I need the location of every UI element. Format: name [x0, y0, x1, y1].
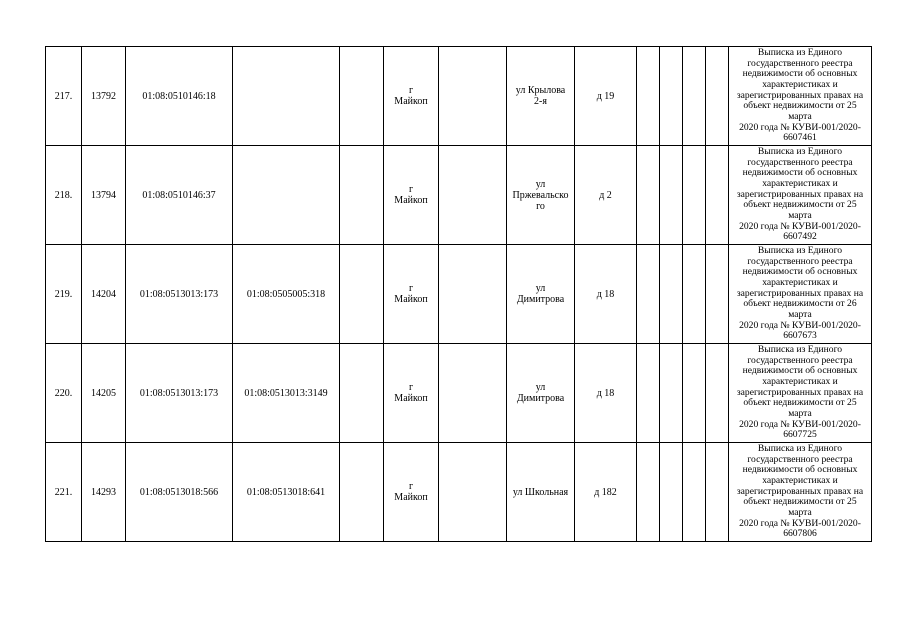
- locality-line: г: [408, 382, 414, 393]
- object-id-cell: 13794: [82, 146, 126, 245]
- empty-cell: [637, 47, 660, 146]
- row-number-cell: 221.: [46, 443, 82, 542]
- empty-cell: [660, 47, 683, 146]
- house-cell: д 2: [575, 146, 637, 245]
- street-cell: [507, 245, 575, 344]
- document-basis-cell: [729, 47, 872, 146]
- document-basis-cell-line: зарегистрированных правах на: [736, 287, 864, 299]
- document-basis-cell-line: характеристиках и: [762, 78, 838, 90]
- empty-cell: [660, 245, 683, 344]
- empty-cell: [706, 146, 729, 245]
- document-basis-cell-line: 6607673: [783, 330, 817, 342]
- empty-cell: [340, 344, 384, 443]
- document-basis-cell-line: недвижимости об основных: [742, 365, 858, 377]
- street-cell-line: ул: [535, 178, 546, 190]
- document-basis-cell-line: недвижимости об основных: [742, 464, 858, 476]
- cadastral-number-cell: 01:08:0513013:173: [126, 344, 233, 443]
- registry-table: [45, 46, 872, 542]
- cadastral-number-cell: 01:08:0513018:566: [126, 443, 233, 542]
- empty-cell: [706, 443, 729, 542]
- locality-cell: [384, 146, 439, 245]
- document-basis-cell-line: характеристиках и: [762, 276, 838, 288]
- house-cell: д 19: [575, 47, 637, 146]
- parent-cadastral-cell: 01:08:0513018:641: [233, 443, 340, 542]
- street-cell-line: ул Школьная: [512, 486, 569, 498]
- locality-line: г: [408, 481, 414, 492]
- locality-cell: [384, 443, 439, 542]
- parent-cadastral-cell: [233, 146, 340, 245]
- document-basis-cell-line: 2020 года № КУВИ-001/2020-: [739, 517, 861, 529]
- street-cell: [507, 47, 575, 146]
- row-number-cell: 218.: [46, 146, 82, 245]
- empty-cell: [683, 245, 706, 344]
- locality-line: Майкоп: [394, 492, 428, 503]
- table-row: [46, 443, 872, 542]
- house-cell: д 18: [575, 245, 637, 344]
- parent-cadastral-cell: 01:08:0513013:3149: [233, 344, 340, 443]
- row-number-cell: 220.: [46, 344, 82, 443]
- street-cell-line: ул Крылова: [515, 85, 566, 96]
- table-body: [46, 47, 872, 542]
- document-basis-cell-line: недвижимости об основных: [742, 167, 858, 179]
- table-row: [46, 146, 872, 245]
- cadastral-number-cell: 01:08:0510146:18: [126, 47, 233, 146]
- document-basis-cell-line: зарегистрированных правах на: [736, 386, 864, 398]
- document-basis-cell-line: объект недвижимости от 25 марта: [743, 199, 857, 222]
- empty-cell: [660, 344, 683, 443]
- empty-cell: [637, 146, 660, 245]
- document-basis-cell: [729, 344, 872, 443]
- empty-cell: [439, 245, 507, 344]
- street-cell-line: ул: [535, 283, 546, 294]
- street-cell-line: Димитрова: [516, 294, 565, 305]
- empty-cell: [637, 443, 660, 542]
- empty-cell: [439, 344, 507, 443]
- empty-cell: [706, 47, 729, 146]
- cadastral-number-cell: 01:08:0513013:173: [126, 245, 233, 344]
- table-row: [46, 47, 872, 146]
- document-basis-cell-line: зарегистрированных правах на: [736, 89, 864, 101]
- document-basis-cell-line: объект недвижимости от 25 марта: [743, 397, 857, 420]
- document-basis-cell-line: 6607806: [783, 528, 817, 540]
- object-id-cell: 14293: [82, 443, 126, 542]
- street-cell-line: Димитрова: [516, 393, 565, 404]
- empty-cell: [683, 443, 706, 542]
- empty-cell: [637, 344, 660, 443]
- parent-cadastral-cell: 01:08:0505005:318: [233, 245, 340, 344]
- document-basis-cell-line: объект недвижимости от 25 марта: [743, 100, 857, 123]
- object-id-cell: 14205: [82, 344, 126, 443]
- document-basis-cell-line: объект недвижимости от 25 марта: [743, 496, 857, 519]
- empty-cell: [637, 245, 660, 344]
- document-basis-cell-line: государственного реестра: [747, 255, 853, 267]
- document-basis-cell-line: Выписка из Единого: [757, 145, 843, 157]
- document-basis-cell-line: 6607461: [783, 132, 817, 144]
- empty-cell: [683, 47, 706, 146]
- document-basis-cell-line: 2020 года № КУВИ-001/2020-: [739, 418, 861, 430]
- document-basis-cell-line: Выписка из Единого: [757, 343, 843, 355]
- document-basis-cell-line: 2020 года № КУВИ-001/2020-: [739, 319, 861, 331]
- document-basis-cell-line: характеристиках и: [762, 474, 838, 486]
- parent-cadastral-cell: [233, 47, 340, 146]
- document-basis-cell-line: характеристиках и: [762, 375, 838, 387]
- document-basis-cell: [729, 146, 872, 245]
- document-basis-cell-line: объект недвижимости от 26 марта: [743, 298, 857, 321]
- document-basis-cell: [729, 245, 872, 344]
- empty-cell: [340, 245, 384, 344]
- empty-cell: [439, 47, 507, 146]
- table-row: [46, 245, 872, 344]
- empty-cell: [660, 146, 683, 245]
- street-cell-line: 2-я: [534, 96, 547, 107]
- street-cell: [507, 443, 575, 542]
- locality-line: г: [408, 85, 414, 96]
- street-cell-line: го: [536, 200, 545, 212]
- document-basis-cell-line: зарегистрированных правах на: [736, 485, 864, 497]
- locality-cell: [384, 344, 439, 443]
- document-basis-cell-line: государственного реестра: [747, 453, 853, 465]
- empty-cell: [660, 443, 683, 542]
- document-basis-cell-line: недвижимости об основных: [742, 266, 858, 278]
- table-row: [46, 344, 872, 443]
- street-cell: [507, 146, 575, 245]
- empty-cell: [340, 47, 384, 146]
- locality-line: г: [408, 184, 414, 195]
- document-basis-cell-line: зарегистрированных правах на: [736, 188, 864, 200]
- empty-cell: [439, 146, 507, 245]
- document-basis-cell-line: государственного реестра: [747, 57, 853, 69]
- empty-cell: [683, 344, 706, 443]
- house-cell: д 18: [575, 344, 637, 443]
- locality-line: Майкоп: [394, 393, 428, 404]
- empty-cell: [439, 443, 507, 542]
- document-basis-cell-line: 6607492: [783, 231, 817, 243]
- empty-cell: [683, 146, 706, 245]
- locality-cell: [384, 47, 439, 146]
- row-number-cell: 219.: [46, 245, 82, 344]
- document-basis-cell-line: Выписка из Единого: [757, 442, 843, 454]
- empty-cell: [706, 344, 729, 443]
- document-basis-cell-line: 6607725: [783, 429, 817, 441]
- document-basis-cell-line: Выписка из Единого: [757, 244, 843, 256]
- document-basis-cell-line: государственного реестра: [747, 354, 853, 366]
- empty-cell: [706, 245, 729, 344]
- empty-cell: [340, 443, 384, 542]
- document-basis-cell: [729, 443, 872, 542]
- cadastral-number-cell: 01:08:0510146:37: [126, 146, 233, 245]
- street-cell: [507, 344, 575, 443]
- object-id-cell: 14204: [82, 245, 126, 344]
- document-basis-cell-line: 2020 года № КУВИ-001/2020-: [739, 121, 861, 133]
- locality-line: Майкоп: [394, 294, 428, 305]
- street-cell-line: Пржевальско: [512, 189, 569, 201]
- locality-line: г: [408, 283, 414, 294]
- document-basis-cell-line: государственного реестра: [747, 156, 853, 168]
- locality-line: Майкоп: [394, 195, 428, 206]
- object-id-cell: 13792: [82, 47, 126, 146]
- house-cell: д 182: [575, 443, 637, 542]
- empty-cell: [340, 146, 384, 245]
- street-cell-line: ул: [535, 382, 546, 393]
- document-basis-cell-line: Выписка из Единого: [757, 46, 843, 58]
- row-number-cell: 217.: [46, 47, 82, 146]
- document-basis-cell-line: 2020 года № КУВИ-001/2020-: [739, 220, 861, 232]
- document-basis-cell-line: недвижимости об основных: [742, 68, 858, 80]
- locality-line: Майкоп: [394, 96, 428, 107]
- locality-cell: [384, 245, 439, 344]
- document-basis-cell-line: характеристиках и: [762, 177, 838, 189]
